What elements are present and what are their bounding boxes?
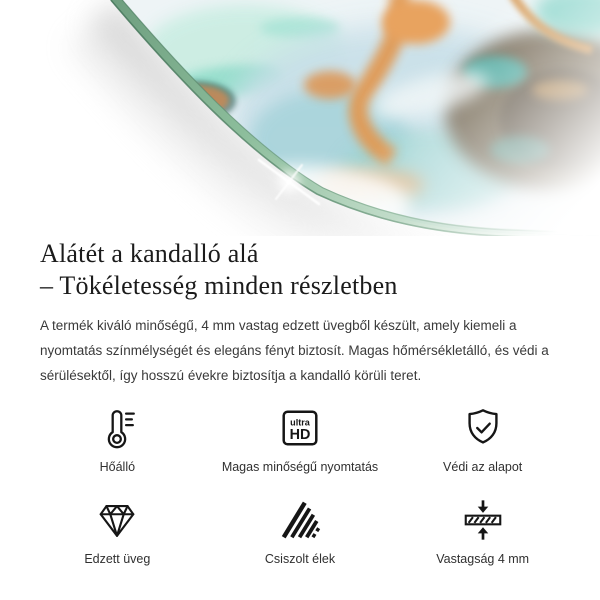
- feature-thickness: [391, 495, 574, 567]
- feature-print-quality: [209, 403, 392, 475]
- svg-text:ultra: ultra: [290, 417, 310, 428]
- feature-protects-base: [391, 403, 574, 475]
- diamond-icon: [94, 495, 140, 543]
- shield-check-icon: [460, 403, 506, 451]
- feature-label: Edzett üveg: [84, 552, 151, 566]
- hero-image: [0, 0, 600, 236]
- feature-tempered-glass: [26, 495, 209, 567]
- feature-label: Hőálló: [99, 460, 136, 474]
- page-title-line2: – Tökéletesség minden részletben: [40, 271, 398, 300]
- feature-grid: [0, 403, 600, 567]
- feature-label: Védi az alapot: [443, 460, 523, 474]
- feature-label: Csiszolt élek: [264, 552, 336, 566]
- thickness-icon: [460, 495, 506, 543]
- feature-label: Magas minőségű nyomtatás: [221, 460, 379, 474]
- feature-polished-edges: [209, 495, 392, 567]
- ultra-hd-icon: [277, 403, 323, 451]
- polished-edges-icon: [277, 495, 323, 543]
- page-title-line1: Alátét a kandalló alá: [40, 239, 259, 268]
- page-title: [40, 238, 560, 302]
- product-description-section: [0, 238, 600, 388]
- thermometer-icon: [94, 403, 140, 451]
- feature-label: Vastagság 4 mm: [436, 552, 530, 566]
- svg-text:HD: HD: [289, 427, 311, 444]
- feature-heat-resistant: [26, 403, 209, 475]
- product-description-text: A termék kiváló minőségű, 4 mm vastag edzett üvegből készült, amely kiemeli a nyomtatás színmélységét és elegáns fényt biztosít. Magas hőmérsékletálló, és védi a sérülésektől, így hosszú évekre biztosítja a kandalló körüli teret.: [40, 318, 549, 383]
